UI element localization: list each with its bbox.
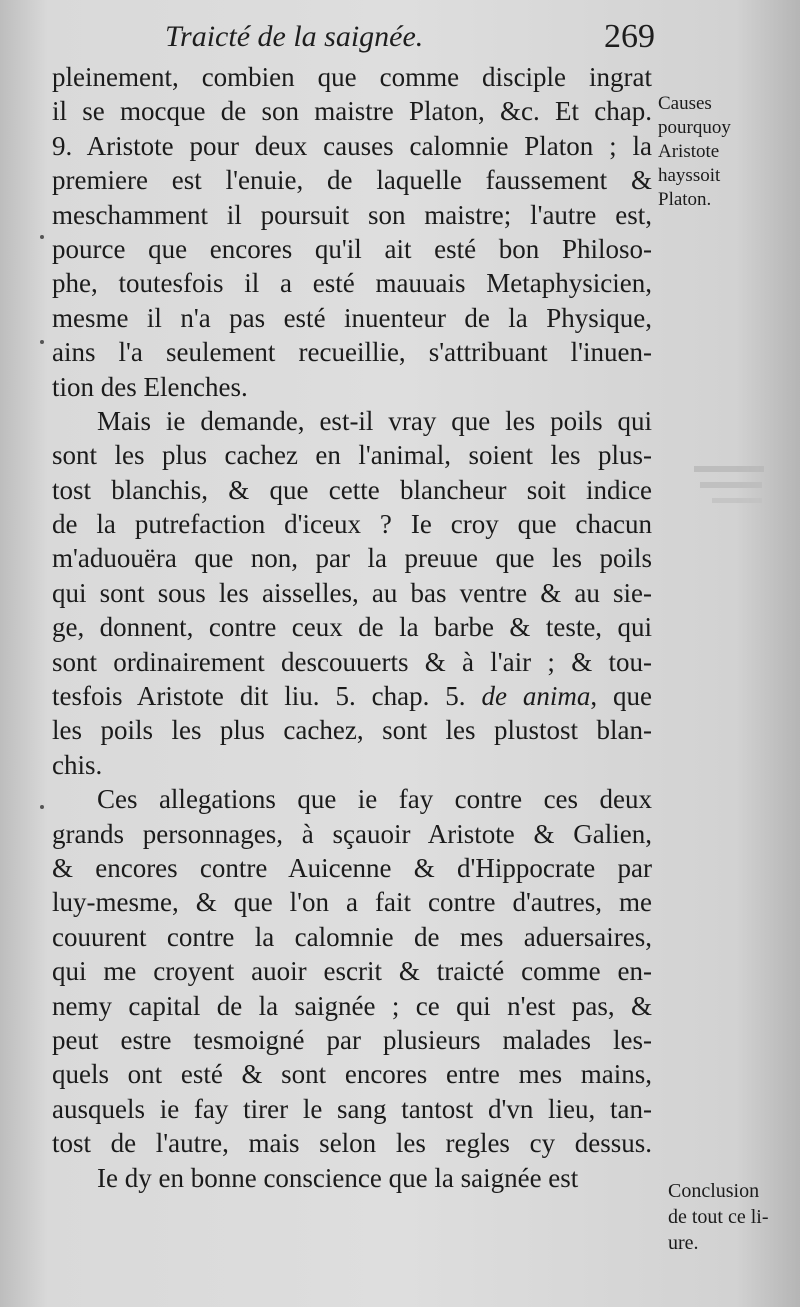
text-line: nemy capital de la saignée ; ce qui n'est pas, &: [52, 990, 652, 1021]
text-line: m'aduouëra que non, par la preuue que les poils: [52, 543, 652, 574]
text-line: chis.: [52, 749, 103, 780]
margin-note-line: pourquoy: [658, 117, 731, 138]
text-line: & encores contre Auicenne & d'Hippocrate par: [52, 852, 652, 883]
margin-note-line: de tout ce li-: [668, 1206, 769, 1228]
margin-note-conclusion: [668, 1178, 798, 1256]
text-line: phe, toutesfois il a esté mauuais Metaphysicien,: [52, 268, 652, 299]
text-line: les poils les plus cachez, sont les plustost blan-: [52, 715, 652, 746]
text-line: qui sont sous les aisselles, au bas ventre & au sie-: [52, 577, 652, 608]
text-line: tost blanchis, & que cette blancheur soit indice: [52, 474, 652, 505]
page-header: [165, 14, 655, 60]
text-line: ains l'a seulement recueillie, s'attribuant l'inuen-: [52, 337, 652, 368]
page-number: 269: [604, 18, 655, 55]
text-line: qui me croyent auoir escrit & traicté comme en-: [52, 956, 652, 987]
ink-speck: [40, 235, 44, 239]
text-line: pleinement, combien que comme disciple ingrat: [52, 62, 652, 92]
text-line: quels ont esté & sont encores entre mes mains,: [52, 1059, 652, 1090]
running-title: Traicté de la saignée.: [165, 20, 424, 53]
text-line: Ces allegations que ie fay contre ces deux: [97, 784, 652, 815]
text-line-with-italic: [52, 679, 652, 713]
margin-note-line: Aristote: [658, 141, 720, 162]
margin-note-causes: [658, 92, 788, 212]
text-line: Mais ie demande, est-il vray que les poils qui: [97, 405, 652, 436]
margin-note-line: hayssoit: [658, 165, 721, 186]
body-text: [52, 60, 652, 1195]
text-line: ausquels ie fay tirer le sang tantost d'vn lieu, tan-: [52, 1093, 652, 1124]
margin-note-line: Platon.: [658, 189, 712, 210]
text-line: luy-mesme, & que l'on a fait contre d'autres, me: [52, 887, 652, 918]
italic-phrase: de anima: [481, 681, 591, 712]
text-line: pource que encores qu'il ait esté bon Philoso-: [52, 233, 652, 264]
ink-speck: [40, 805, 44, 809]
ink-speck: [40, 340, 44, 344]
text-line: il se mocque de son maistre Platon, &c. Et chap.: [52, 96, 652, 127]
margin-note-line: Causes: [658, 93, 712, 114]
text-line: premiere est l'enuie, de laquelle faussement &: [52, 165, 652, 196]
text-segment: tesfois Aristote dit liu. 5. chap. 5.: [52, 681, 466, 712]
text-line: tost de l'autre, mais selon les regles cy dessus.: [52, 1128, 652, 1159]
text-line: de la putrefaction d'iceux ? Ie croy que chacun: [52, 509, 652, 540]
text-line: ge, donnent, contre ceux de la barbe & teste, qui: [52, 612, 652, 643]
text-line: tion des Elenches.: [52, 371, 248, 402]
margin-note-line: Conclusion: [668, 1180, 760, 1202]
text-line: meschamment il poursuit son maistre; l'autre est,: [52, 199, 652, 230]
text-line: sont les plus cachez en l'animal, soient les plus-: [52, 440, 652, 471]
text-line: 9. Aristote pour deux causes calomnie Platon ; la: [52, 130, 652, 161]
text-line: peut estre tesmoigné par plusieurs malades les-: [52, 1024, 652, 1055]
text-line: mesme il n'a pas esté inuenteur de la Physique,: [52, 302, 652, 333]
text-line: grands personnages, à sçauoir Aristote & Galien,: [52, 818, 652, 849]
show-through-smudge: [692, 462, 782, 518]
text-line: sont ordinairement descouuerts & à l'air ; & tou-: [52, 646, 652, 677]
margin-note-line: ure.: [668, 1232, 699, 1254]
text-line: couurent contre la calomnie de mes aduersaires,: [52, 921, 652, 952]
text-line: Ie dy en bonne conscience que la saignée est: [97, 1162, 579, 1193]
bleed-through-mark: [692, 462, 782, 512]
text-segment: , que: [590, 681, 652, 712]
